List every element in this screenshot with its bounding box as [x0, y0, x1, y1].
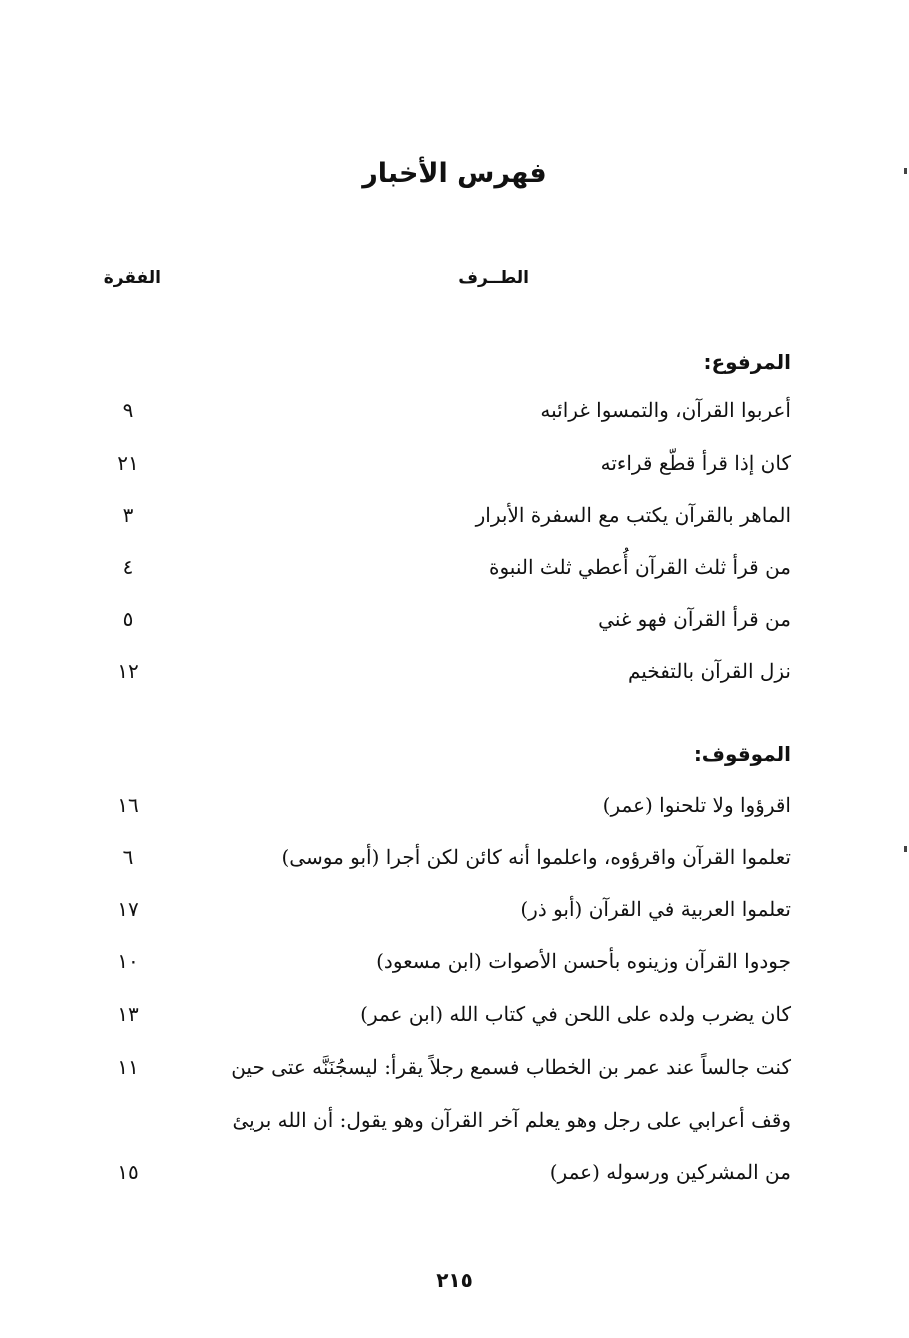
- row-text: كان يضرب ولده على اللحن في كتاب الله (ابن عمر): [360, 1002, 791, 1026]
- index-row: [0, 1160, 909, 1200]
- section-heading-mawquf: الموقوف:: [693, 742, 791, 766]
- row-number: ١٧: [117, 897, 139, 921]
- row-text: كنت جالساً عند عمر بن الخطاب فسمع رجلاً يقرأ: ليسجُنَنَّه عتى حين: [231, 1055, 791, 1079]
- row-text: من المشركين ورسوله (عمر): [549, 1160, 791, 1184]
- row-text: من قرأ ثلث القرآن أُعطي ثلث النبوة: [488, 555, 791, 579]
- index-row: [0, 1002, 909, 1042]
- row-number: ١٠: [117, 949, 139, 973]
- row-number: ٢١: [117, 451, 139, 475]
- index-row: [0, 503, 909, 543]
- column-header-number: الفقرة: [103, 268, 161, 288]
- row-number: ٩: [122, 398, 134, 422]
- row-text: تعلموا القرآن واقرؤوه، واعلموا أنه كائن لكن أجرا (أبو موسى): [281, 845, 791, 869]
- row-number: ٤: [122, 555, 134, 579]
- index-row: [0, 1108, 909, 1148]
- index-row: [0, 949, 909, 989]
- index-row: [0, 845, 909, 885]
- row-number: ١٢: [117, 659, 139, 683]
- row-number: ١٦: [117, 793, 139, 817]
- index-row: [0, 398, 909, 438]
- index-row: [0, 793, 909, 833]
- row-number: ٥: [122, 607, 134, 631]
- row-number: ١١: [117, 1055, 139, 1079]
- row-text: جودوا القرآن وزينوه بأحسن الأصوات (ابن مسعود): [376, 949, 791, 973]
- row-text: اقرؤوا ولا تلحنوا (عمر): [602, 793, 791, 817]
- scan-mark: [904, 168, 907, 174]
- index-row: [0, 897, 909, 937]
- index-row: [0, 451, 909, 491]
- index-row: [0, 607, 909, 647]
- row-text: تعلموا العربية في القرآن (أبو ذر): [520, 897, 791, 921]
- index-row: [0, 1055, 909, 1095]
- row-text: نزل القرآن بالتفخيم: [627, 659, 791, 683]
- row-text: كان إذا قرأ قطّع قراءته: [600, 451, 791, 475]
- section-heading-marfu: المرفوع:: [703, 350, 791, 374]
- page-number: ٢١٥: [436, 1268, 473, 1292]
- scan-mark: [904, 846, 907, 852]
- row-text: من قرأ القرآن فهو غني: [598, 607, 791, 631]
- index-row: [0, 555, 909, 595]
- row-text: الماهر بالقرآن يكتب مع السفرة الأبرار: [475, 503, 791, 527]
- column-header-text: الطــرف: [458, 268, 529, 288]
- row-number: ٣: [122, 503, 134, 527]
- row-text: وقف أعرابي على رجل وهو يعلم آخر القرآن وهو يقول: أن الله بريئ: [232, 1108, 791, 1132]
- row-text: أعربوا القرآن، والتمسوا غرائبه: [540, 398, 791, 422]
- page-title: فهرس الأخبار: [362, 158, 547, 189]
- row-number: ٦: [122, 845, 134, 869]
- row-number: ١٣: [117, 1002, 139, 1026]
- row-number: ١٥: [117, 1160, 139, 1184]
- index-row: [0, 659, 909, 699]
